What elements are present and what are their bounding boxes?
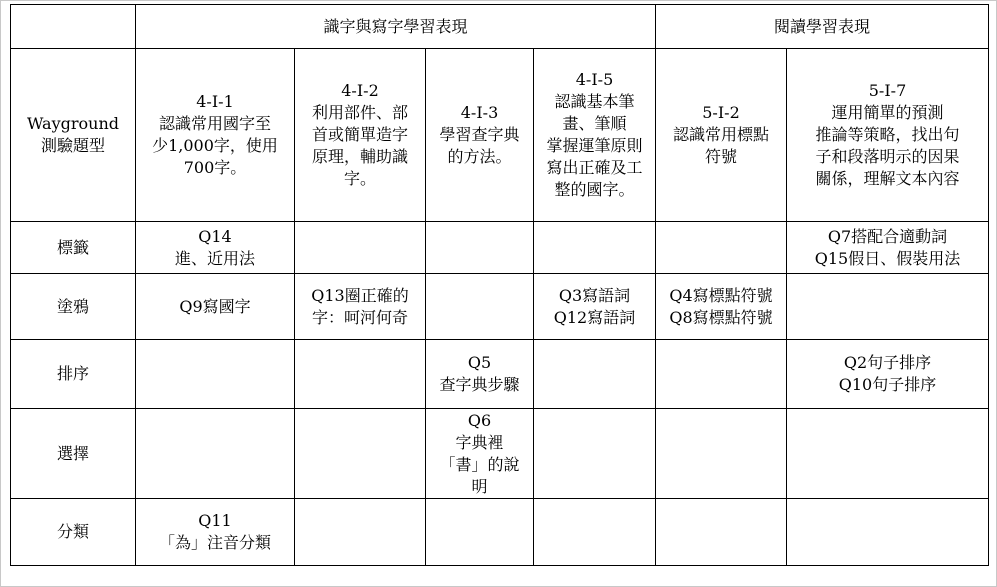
table-cell: Q13圈正確的 字：呵河何奇 xyxy=(295,274,426,340)
table-cell xyxy=(295,499,426,566)
table-cell xyxy=(787,409,989,499)
table-cell: Q7搭配合適動詞 Q15假日、假裝用法 xyxy=(787,222,989,274)
row-label-draw: 塗鴉 xyxy=(11,274,136,340)
table-cell: Q5 查字典步驟 xyxy=(426,340,534,409)
indicator-4-I-3: 4-I-3 學習查字典 的方法。 xyxy=(426,49,534,222)
table-cell xyxy=(787,274,989,340)
table-cell xyxy=(534,340,656,409)
table-cell xyxy=(656,409,787,499)
table-cell xyxy=(136,409,295,499)
table-row xyxy=(11,409,989,499)
indicator-row xyxy=(11,49,989,222)
row-label-classify: 分類 xyxy=(11,499,136,566)
table-cell xyxy=(656,222,787,274)
table-cell: Q4寫標點符號 Q8寫標點符號 xyxy=(656,274,787,340)
table-cell: Q11 「為」注音分類 xyxy=(136,499,295,566)
indicator-4-I-2: 4-I-2 利用部件、部 首或簡單造字 原理，輔助識 字。 xyxy=(295,49,426,222)
table-cell: Q3寫語詞 Q12寫語詞 xyxy=(534,274,656,340)
group-header-reading: 閱讀學習表現 xyxy=(656,5,989,49)
table-cell xyxy=(656,340,787,409)
table-cell: Q14 進、近用法 xyxy=(136,222,295,274)
table-cell xyxy=(295,409,426,499)
indicator-5-I-2: 5-I-2 認識常用標點 符號 xyxy=(656,49,787,222)
table-cell: Q6 字典裡 「書」的說 明 xyxy=(426,409,534,499)
row-label-tag: 標籤 xyxy=(11,222,136,274)
group-header-literacy: 識字與寫字學習表現 xyxy=(136,5,656,49)
table-cell xyxy=(534,499,656,566)
table-cell xyxy=(295,222,426,274)
row-label-order: 排序 xyxy=(11,340,136,409)
table-cell xyxy=(534,222,656,274)
table-row xyxy=(11,340,989,409)
row-header-test-type: Wayground 測驗題型 xyxy=(11,49,136,222)
corner-cell xyxy=(11,5,136,49)
table-row xyxy=(11,499,989,566)
table-cell xyxy=(534,409,656,499)
table-row xyxy=(11,274,989,340)
indicator-5-I-7: 5-I-7 運用簡單的預測 推論等策略，找出句 子和段落明示的因果 關係，理解文本內容 xyxy=(787,49,989,222)
table-cell xyxy=(426,499,534,566)
table-cell xyxy=(426,222,534,274)
table-cell xyxy=(656,499,787,566)
table-cell xyxy=(295,340,426,409)
table-row xyxy=(11,222,989,274)
row-label-choice: 選擇 xyxy=(11,409,136,499)
indicator-4-I-5: 4-I-5 認識基本筆 畫、筆順 掌握運筆原則 寫出正確及工 整的國字。 xyxy=(534,49,656,222)
table-cell xyxy=(136,340,295,409)
table-cell: Q2句子排序 Q10句子排序 xyxy=(787,340,989,409)
table-cell xyxy=(426,274,534,340)
table-cell: Q9寫國字 xyxy=(136,274,295,340)
assessment-table xyxy=(10,4,989,566)
table-cell xyxy=(787,499,989,566)
indicator-4-I-1: 4-I-1 認識常用國字至 少1,000字，使用 700字。 xyxy=(136,49,295,222)
group-header-row xyxy=(11,5,989,49)
